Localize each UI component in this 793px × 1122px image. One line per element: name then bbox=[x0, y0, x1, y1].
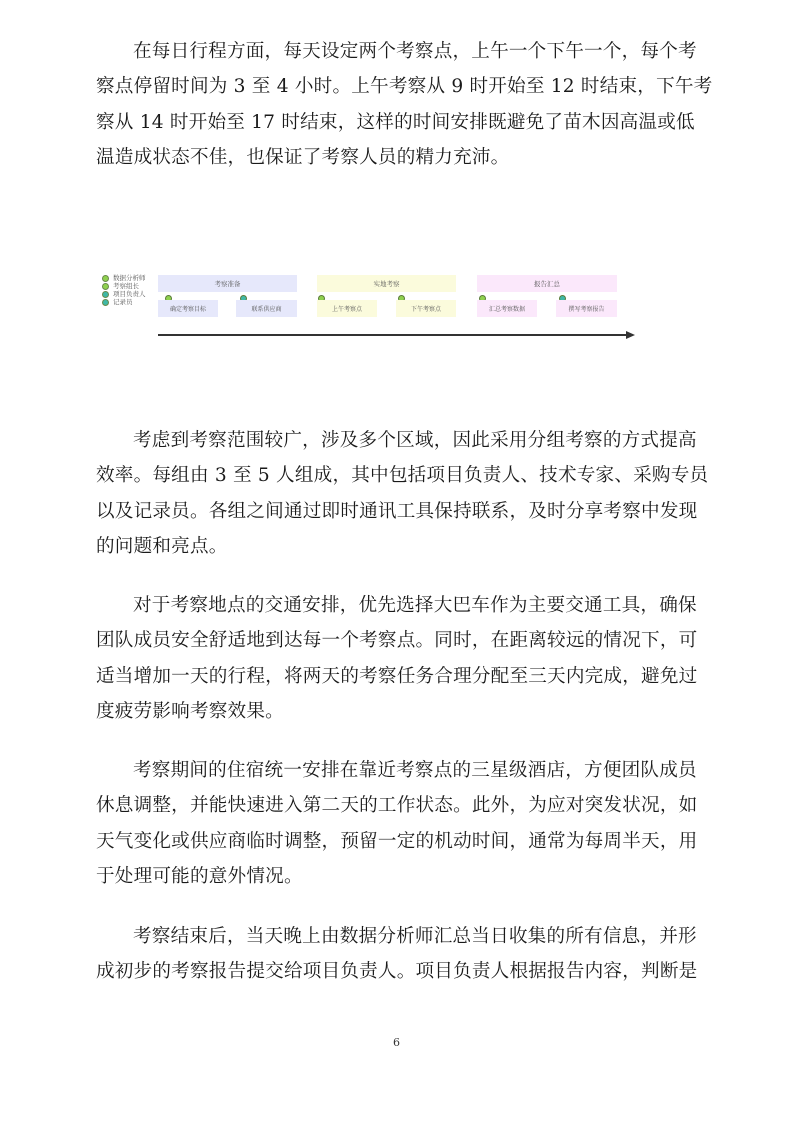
paragraph-grouping bbox=[96, 423, 709, 564]
legend-label: 考察组长 bbox=[113, 282, 139, 290]
task-label: 下午考察点 bbox=[410, 306, 441, 313]
legend-label: 记录员 bbox=[113, 298, 133, 306]
task-box bbox=[396, 300, 456, 317]
phase-field-inspection bbox=[317, 275, 456, 292]
paragraph-line: 度疲劳影响考察效果。 bbox=[96, 700, 284, 722]
diagram-legend bbox=[102, 274, 146, 306]
paragraph-line: 休息调整，并能快速进入第二天的工作状态。此外，为应对突发状况，如 bbox=[96, 795, 698, 817]
task-label: 确定考察目标 bbox=[169, 306, 206, 313]
legend-label: 项目负责人 bbox=[113, 290, 146, 298]
legend-dot-icon bbox=[102, 291, 109, 298]
paragraph-line: 于处理可能的意外情况。 bbox=[96, 865, 303, 887]
timeline-axis bbox=[158, 334, 628, 336]
task-box bbox=[236, 300, 297, 317]
paragraph-line: 成初步的考察报告提交给项目负责人。项目负责人根据报告内容，判断是 bbox=[96, 961, 698, 983]
paragraph-line: 天气变化或供应商临时调整，预留一定的机动时间，通常为每周半天，用 bbox=[96, 830, 698, 852]
paragraph-line: 察从 14 时开始至 17 时结束，这样的时间安排既避免了苗木因高温或低 bbox=[96, 111, 695, 133]
paragraph-line: 察点停留时间为 3 至 4 小时。上午考察从 9 时开始至 12 时结束，下午考 bbox=[96, 76, 713, 98]
task-box bbox=[158, 300, 218, 317]
paragraph-accommodation bbox=[96, 753, 696, 894]
paragraph-line: 考虑到考察范围较广，涉及多个区域，因此采用分组考察的方式提高 bbox=[133, 430, 697, 451]
legend-item bbox=[102, 298, 146, 306]
schedule-diagram bbox=[96, 266, 656, 350]
paragraph-line: 团队成员安全舒适地到达每一个考察点。同时，在距离较远的情况下，可 bbox=[96, 630, 698, 652]
paragraph-line: 效率。每组由 3 至 5 人组成，其中包括项目负责人、技术专家、采购专员 bbox=[96, 465, 709, 487]
legend-dot-icon bbox=[102, 275, 109, 282]
page-number: 6 bbox=[393, 1036, 400, 1049]
legend-item bbox=[102, 290, 146, 298]
legend-item bbox=[102, 274, 146, 282]
legend-item bbox=[102, 282, 146, 290]
paragraph-transport bbox=[96, 588, 696, 729]
paragraph-line: 适当增加一天的行程，将两天的考察任务合理分配至三天内完成，避免过 bbox=[96, 665, 698, 687]
paragraph-line: 考察结束后，当天晚上由数据分析师汇总当日收集的所有信息，并形 bbox=[133, 926, 697, 947]
paragraph-line: 对于考察地点的交通安排，优先选择大巴车作为主要交通工具，确保 bbox=[133, 595, 697, 616]
phase-preparation bbox=[158, 275, 297, 292]
paragraph-line: 考察期间的住宿统一安排在靠近考察点的三星级酒店，方便团队成员 bbox=[133, 760, 697, 781]
paragraph-itinerary bbox=[96, 34, 713, 175]
paragraph-line: 在每日行程方面，每天设定两个考察点，上午一个下午一个，每个考 bbox=[133, 41, 697, 62]
task-label: 汇总考察数据 bbox=[488, 306, 525, 313]
task-label: 上午考察点 bbox=[331, 306, 362, 313]
timeline-arrow-icon bbox=[626, 331, 635, 339]
task-box bbox=[477, 300, 537, 317]
phase-label: 报告汇总 bbox=[534, 280, 560, 288]
paragraph-line: 温造成状态不佳，也保证了考察人员的精力充沛。 bbox=[96, 146, 510, 168]
legend-dot-icon bbox=[102, 299, 109, 306]
task-box bbox=[556, 300, 617, 317]
paragraph-line: 以及记录员。各组之间通过即时通讯工具保持联系，及时分享考察中发现 bbox=[96, 500, 698, 522]
legend-dot-icon bbox=[102, 283, 109, 290]
phase-report bbox=[477, 275, 617, 292]
paragraph-line: 的问题和亮点。 bbox=[96, 535, 228, 557]
phase-label: 实地考察 bbox=[373, 280, 400, 288]
task-label: 撰写考察报告 bbox=[568, 306, 605, 313]
phase-label: 考察准备 bbox=[214, 280, 241, 288]
paragraph-report bbox=[96, 919, 696, 990]
task-box bbox=[317, 300, 377, 317]
legend-label: 数据分析师 bbox=[113, 274, 146, 282]
task-label: 联系供应商 bbox=[251, 306, 282, 313]
